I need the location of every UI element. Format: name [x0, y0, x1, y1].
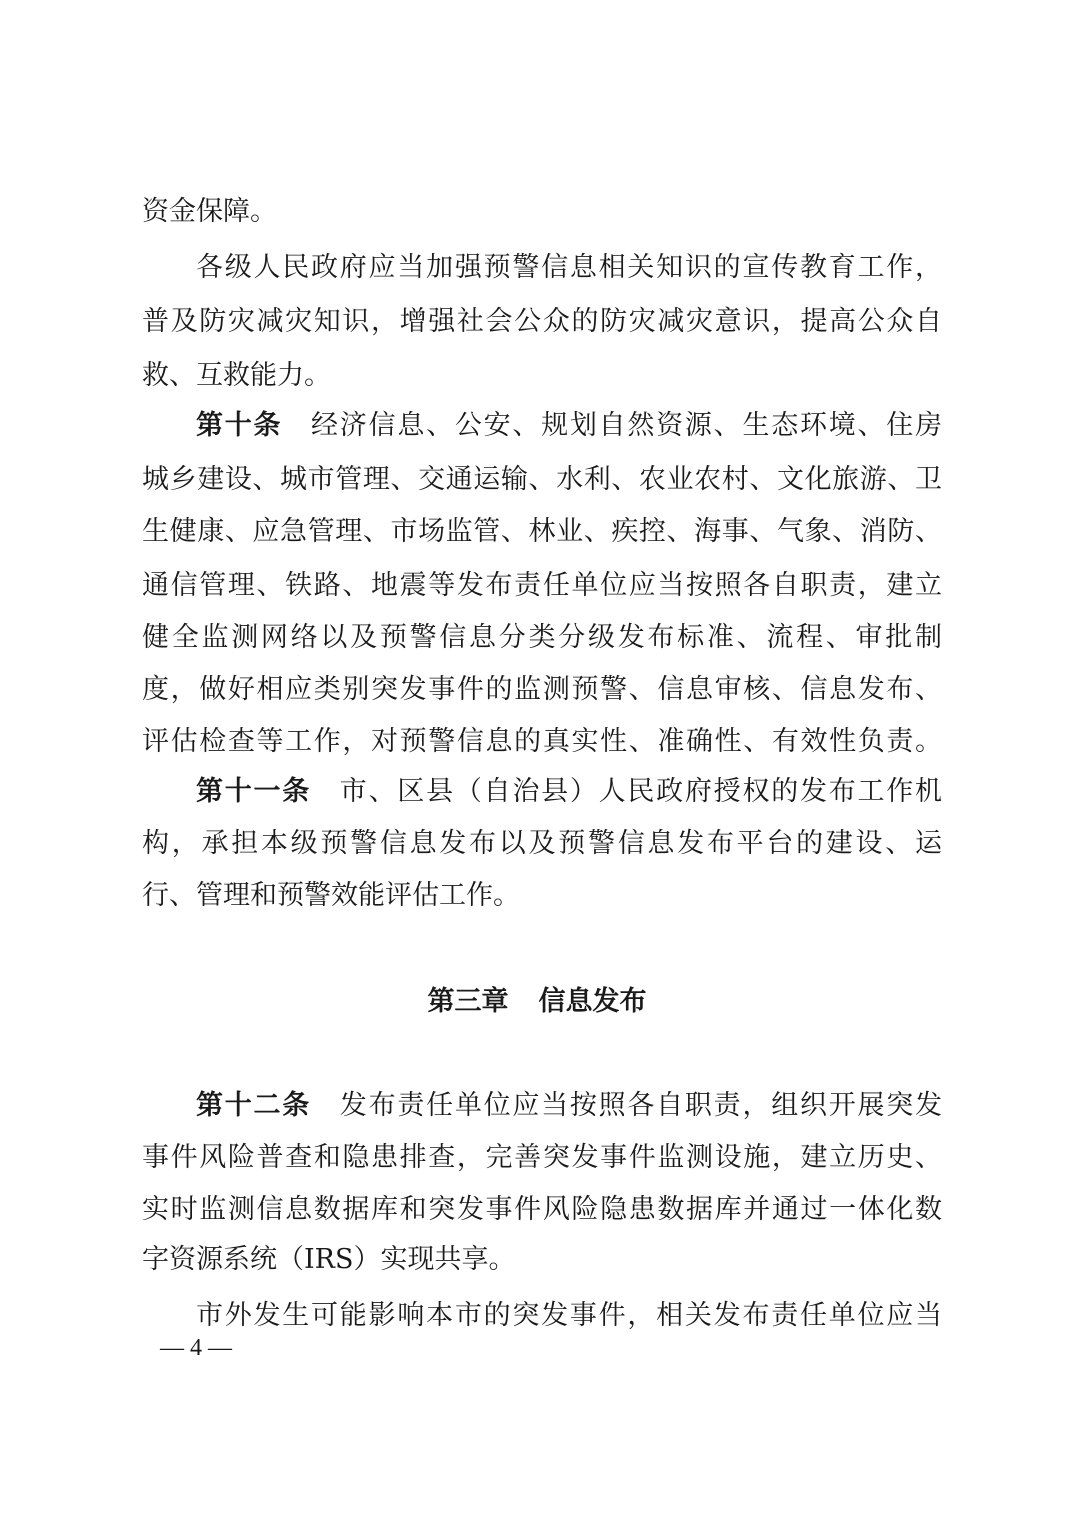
body-line: 各级人民政府应当加强预警信息相关知识的宣传教育工作，: [196, 252, 942, 283]
body-text: 市、区县（自治县）人民政府授权的发布工作机: [338, 776, 943, 807]
body-line: 构，承担本级预警信息发布以及预警信息发布平台的建设、运: [142, 828, 942, 859]
body-line: 城乡建设、城市管理、交通运输、水利、农业农村、文化旅游、卫: [142, 464, 942, 495]
body-line: 资金保障。: [142, 196, 277, 227]
article-first-line: [196, 406, 942, 446]
body-line: 普及防灾减灾知识，增强社会公众的防灾减灾意识，提高公众自: [142, 306, 942, 337]
body-line: 行、管理和预警效能评估工作。: [142, 880, 520, 911]
body-line: 健全监测网络以及预警信息分类分级发布标准、流程、审批制: [142, 622, 942, 653]
article-title: 第十条: [196, 410, 283, 441]
body-text: 经济信息、公安、规划自然资源、生态环境、住房: [309, 410, 943, 441]
article-first-line: [196, 1086, 942, 1126]
body-line: 评估检查等工作，对预警信息的真实性、准确性、有效性负责。: [142, 726, 942, 757]
article-title: 第十二条: [196, 1090, 312, 1121]
chapter-heading: [0, 982, 1074, 1022]
body-line: 事件风险普查和隐患排查，完善突发事件监测设施，建立历史、: [142, 1142, 942, 1173]
article-first-line: [196, 772, 942, 812]
body-line: 救、互救能力。: [142, 360, 331, 391]
page-number: — 4 —: [160, 1335, 232, 1361]
chapter-title: 信息发布: [538, 986, 647, 1017]
body-line: 字资源系统（IRS）实现共享。: [142, 1244, 516, 1275]
body-line: 度，做好相应类别突发事件的监测预警、信息审核、信息发布、: [142, 674, 942, 705]
body-text: 发布责任单位应当按照各自职责，组织开展突发: [338, 1090, 943, 1121]
body-line: 生健康、应急管理、市场监管、林业、疾控、海事、气象、消防、: [142, 516, 942, 547]
chapter-number: 第三章: [427, 986, 509, 1017]
body-line: 通信管理、铁路、地震等发布责任单位应当按照各自职责，建立: [142, 570, 942, 601]
article-title: 第十一条: [196, 776, 312, 807]
body-line: 市外发生可能影响本市的突发事件，相关发布责任单位应当: [196, 1300, 942, 1331]
body-line: 实时监测信息数据库和突发事件风险隐患数据库并通过一体化数: [142, 1194, 942, 1225]
